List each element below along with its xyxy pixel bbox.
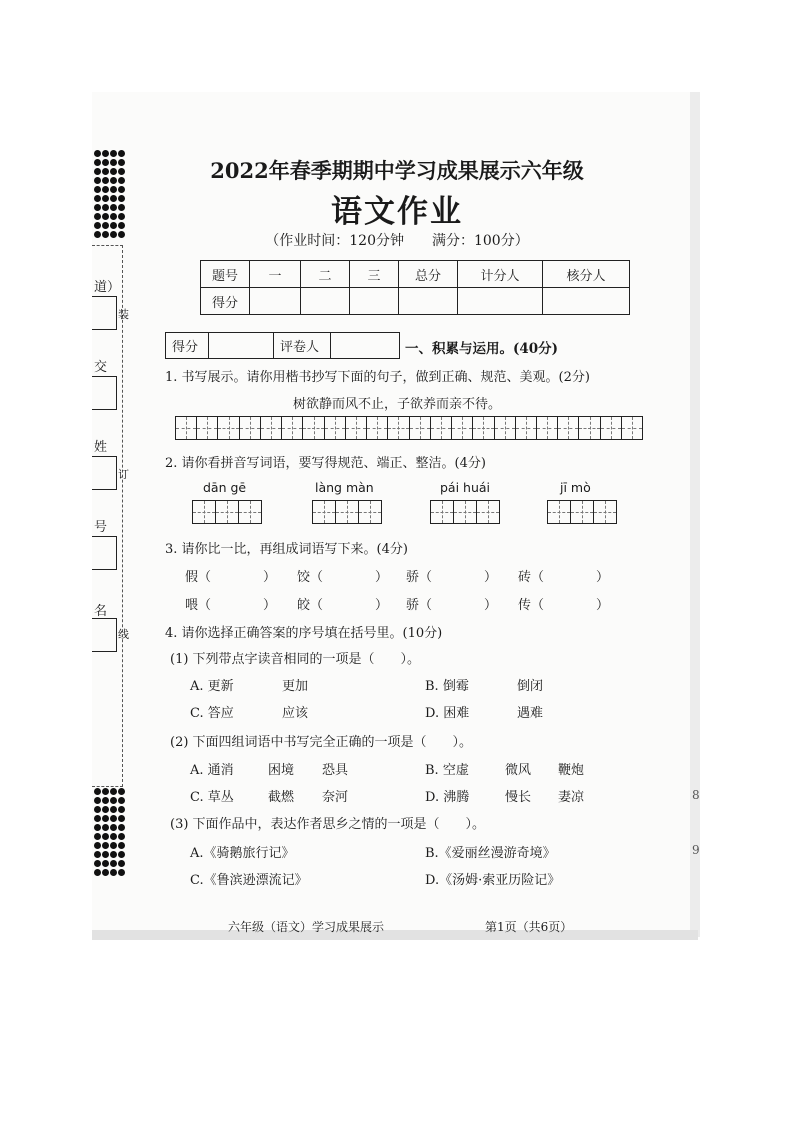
binding-label: 号 <box>94 520 108 535</box>
option-a: A.《骑鹅旅行记》 <box>190 846 295 861</box>
section-score-cell[interactable] <box>209 333 274 359</box>
table-header-cell: 总分 <box>399 261 458 288</box>
question-3-prompt: 3. 请你比一比，再组成词语写下来。(4分) <box>165 542 408 557</box>
pinyin-label: jī mò <box>560 480 591 495</box>
word-compare-item[interactable]: 假（ ） <box>185 570 277 585</box>
option-c-word: 奈河 <box>322 790 349 805</box>
word-compare-item[interactable]: 喂（ ） <box>185 598 277 613</box>
pinyin-answer-grid[interactable] <box>547 500 617 524</box>
word-compare-item[interactable]: 骄（ ） <box>406 570 498 585</box>
table-row <box>201 261 630 288</box>
binding-label: 名 <box>94 604 108 619</box>
option-c-word: 截燃 <box>268 790 295 805</box>
pinyin-label: làng màn <box>315 480 374 495</box>
pinyin-answer-grid[interactable] <box>312 500 382 524</box>
subquestion-2-prompt: (2) 下面四组词语中书写完全正确的一项是（ ）。 <box>170 735 473 750</box>
grader-label: 得分 <box>166 333 209 359</box>
exam-subject: 语文作业 <box>331 194 463 230</box>
word-compare-item[interactable]: 传（ ） <box>518 598 610 613</box>
binding-label: 姓 <box>94 440 108 455</box>
question-1-prompt: 1. 书写展示。请你用楷书抄写下面的句子，做到正确、规范、美观。(2分) <box>165 370 590 385</box>
subquestion-1-prompt: (1) 下列带点字读音相同的一项是（ ）。 <box>170 652 421 667</box>
question-2-prompt: 2. 请你看拼音写词语，要写得规范、端正、整洁。(4分) <box>165 456 486 471</box>
subquestion-3-prompt: (3) 下面作品中，表达作者思乡之情的一项是（ ）。 <box>170 817 486 832</box>
option-c-word: 应该 <box>282 706 309 721</box>
option-b: B. 倒霉 <box>425 679 469 694</box>
page-number: 第1页（共6页） <box>485 920 573 934</box>
exam-time-info: （作业时间：120分钟 满分：100分） <box>265 233 529 249</box>
table-row <box>201 288 630 315</box>
option-c: C. 答应 <box>190 706 234 721</box>
score-cell[interactable] <box>399 288 458 315</box>
option-a: A. 更新 <box>190 679 234 694</box>
score-cell[interactable] <box>301 288 350 315</box>
option-c: C.《鲁滨逊漂流记》 <box>190 873 308 888</box>
binding-label: 道） <box>94 280 121 295</box>
question-4-prompt: 4. 请你选择正确答案的序号填在括号里。(10分) <box>165 626 443 641</box>
score-table <box>200 260 630 315</box>
pinyin-label: pái huái <box>440 480 491 495</box>
binding-field-box[interactable] <box>92 536 117 570</box>
table-header-cell: 核分人 <box>543 261 630 288</box>
section-title: 一、积累与运用。(40分) <box>405 341 559 357</box>
option-a-word: 恐具 <box>322 763 349 778</box>
table-header-cell: 一 <box>250 261 301 288</box>
section-grader-table <box>165 332 400 359</box>
option-a-word: 困境 <box>268 763 295 778</box>
option-b-word: 微风 <box>505 763 532 778</box>
binding-side-word: 线 <box>118 628 129 641</box>
option-b-word: 倒闭 <box>517 679 544 694</box>
copy-sentence: 树欲静而风不止，子欲养而亲不待。 <box>292 397 501 412</box>
score-cell[interactable] <box>350 288 399 315</box>
option-d-word: 遇难 <box>517 706 544 721</box>
grader-label: 评卷人 <box>274 333 331 359</box>
option-b-word: 鞭炮 <box>558 763 585 778</box>
word-compare-item[interactable]: 饺（ ） <box>297 570 389 585</box>
score-cell[interactable] <box>543 288 630 315</box>
option-a: A. 通消 <box>190 763 234 778</box>
scan-shadow-bottom <box>92 930 698 940</box>
option-c: C. 草丛 <box>190 790 234 805</box>
edge-mark: 8 <box>692 788 700 802</box>
writing-grid[interactable] <box>175 416 643 440</box>
binding-field-box[interactable] <box>92 296 117 330</box>
pinyin-answer-grid[interactable] <box>192 500 262 524</box>
option-a-word: 更加 <box>282 679 309 694</box>
word-compare-item[interactable]: 骄（ ） <box>406 598 498 613</box>
edge-mark: 9 <box>692 843 700 857</box>
option-b: B. 空虚 <box>425 763 469 778</box>
option-d: D. 沸腾 <box>425 790 470 805</box>
binding-side-word: 装 <box>118 308 129 321</box>
option-d: D.《汤姆·索亚历险记》 <box>425 873 561 888</box>
exam-title: 2022年春季期期中学习成果展示六年级 <box>210 158 584 183</box>
binding-field-box[interactable] <box>92 618 117 652</box>
table-header-cell: 二 <box>301 261 350 288</box>
binding-side-word: 订 <box>118 468 129 481</box>
pinyin-answer-grid[interactable] <box>430 500 500 524</box>
binding-field-box[interactable] <box>92 456 117 490</box>
footer-title: 六年级（语文）学习成果展示 <box>228 920 385 934</box>
option-b: B.《爱丽丝漫游奇境》 <box>425 846 556 861</box>
option-d: D. 困难 <box>425 706 470 721</box>
table-header-cell: 题号 <box>201 261 250 288</box>
option-d-word: 妻凉 <box>558 790 585 805</box>
score-cell[interactable] <box>250 288 301 315</box>
grader-name-cell[interactable] <box>331 333 400 359</box>
pinyin-label: dān gē <box>203 480 247 495</box>
option-d-word: 慢长 <box>505 790 532 805</box>
word-compare-item[interactable]: 砖（ ） <box>518 570 610 585</box>
binding-label: 交 <box>94 360 108 375</box>
binding-dots-bottom <box>94 788 126 878</box>
word-compare-item[interactable]: 皎（ ） <box>297 598 389 613</box>
score-cell[interactable] <box>458 288 543 315</box>
table-row <box>166 333 400 359</box>
table-row-label: 得分 <box>201 288 250 315</box>
table-header-cell: 计分人 <box>458 261 543 288</box>
table-header-cell: 三 <box>350 261 399 288</box>
